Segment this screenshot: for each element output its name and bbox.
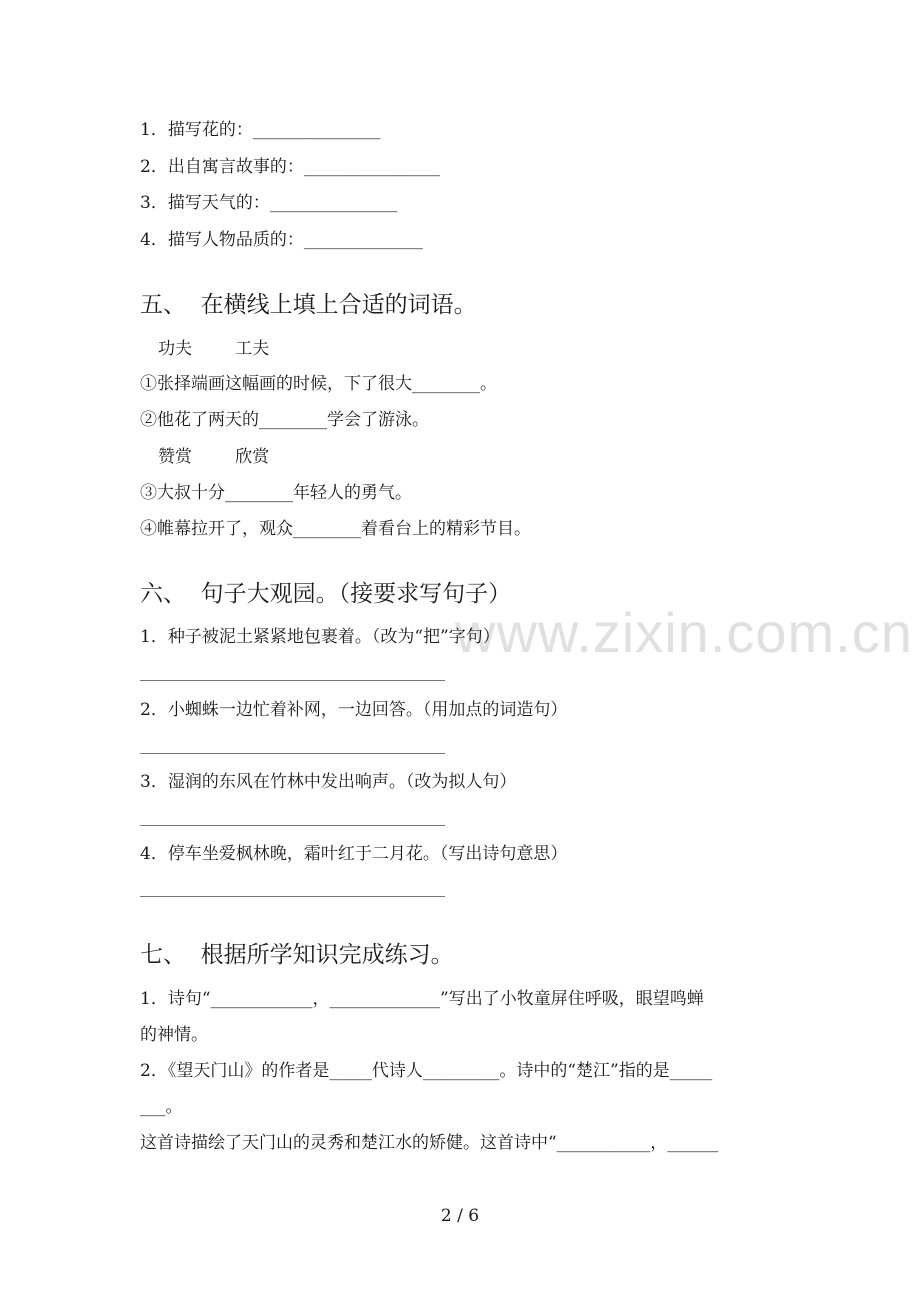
s7-q1-line1: 1．诗句“____________，_____________”写出了小牧童屏住呼吸，眼望鸣蝉 xyxy=(140,989,704,1009)
section6-title: 六、 句子大观园。（接要求写句子） xyxy=(140,581,512,607)
s7-q2-line1: 2．《望天门山》的作者是_____代诗人_________。诗中的“楚江”指的是_____ xyxy=(140,1061,713,1081)
s5-sentence-1: ①张择端画这幅画的时候，下了很大________。 xyxy=(140,374,497,394)
s6-item-1: 1．种子被泥土紧紧地包裹着。（改为“把”字句） xyxy=(140,627,500,647)
s4-item-4: 4．描写人物品质的：______________ xyxy=(140,230,423,250)
s6-item-4: 4．停车坐爱枫林晚，霜叶红于二月花。（写出诗句意思） xyxy=(140,844,568,864)
watermark: www.zixin.com.cn xyxy=(455,601,913,664)
s7-q3-line1: 这首诗描绘了天门山的灵秀和楚江水的矫健。这首诗中“___________，______ xyxy=(140,1133,719,1153)
s7-q2-line2: ___。 xyxy=(140,1097,183,1117)
page-number: 2 / 6 xyxy=(440,1206,480,1226)
section5-title: 五、 在横线上填上合适的词语。 xyxy=(140,292,477,318)
answer-line xyxy=(140,896,445,897)
answer-line xyxy=(140,753,445,754)
s5-word-pair-2: 赞赏 欣赏 xyxy=(158,447,270,467)
s5-sentence-3: ③大叔十分________年轻人的勇气。 xyxy=(140,483,412,503)
s5-sentence-2: ②他花了两天的________学会了游泳。 xyxy=(140,410,429,430)
section7-title: 七、 根据所学知识完成练习。 xyxy=(140,942,454,968)
s4-item-2: 2．出自寓言故事的：________________ xyxy=(140,157,440,177)
s5-word-pair-1: 功夫 工夫 xyxy=(158,339,270,359)
s5-sentence-4: ④帷幕拉开了，观众________着看台上的精彩节目。 xyxy=(140,519,531,539)
s4-item-1: 1．描写花的：_______________ xyxy=(140,120,381,140)
s6-item-2: 2．小蜘蛛一边忙着补网，一边回答。（用加点的词造句） xyxy=(140,700,568,720)
answer-line xyxy=(140,680,445,681)
answer-line xyxy=(140,825,445,826)
s6-item-3: 3．湿润的东风在竹林中发出响声。（改为拟人句） xyxy=(140,772,517,792)
s7-q1-line2: 的神情。 xyxy=(140,1025,208,1045)
s4-item-3: 3．描写天气的：_______________ xyxy=(140,193,398,213)
